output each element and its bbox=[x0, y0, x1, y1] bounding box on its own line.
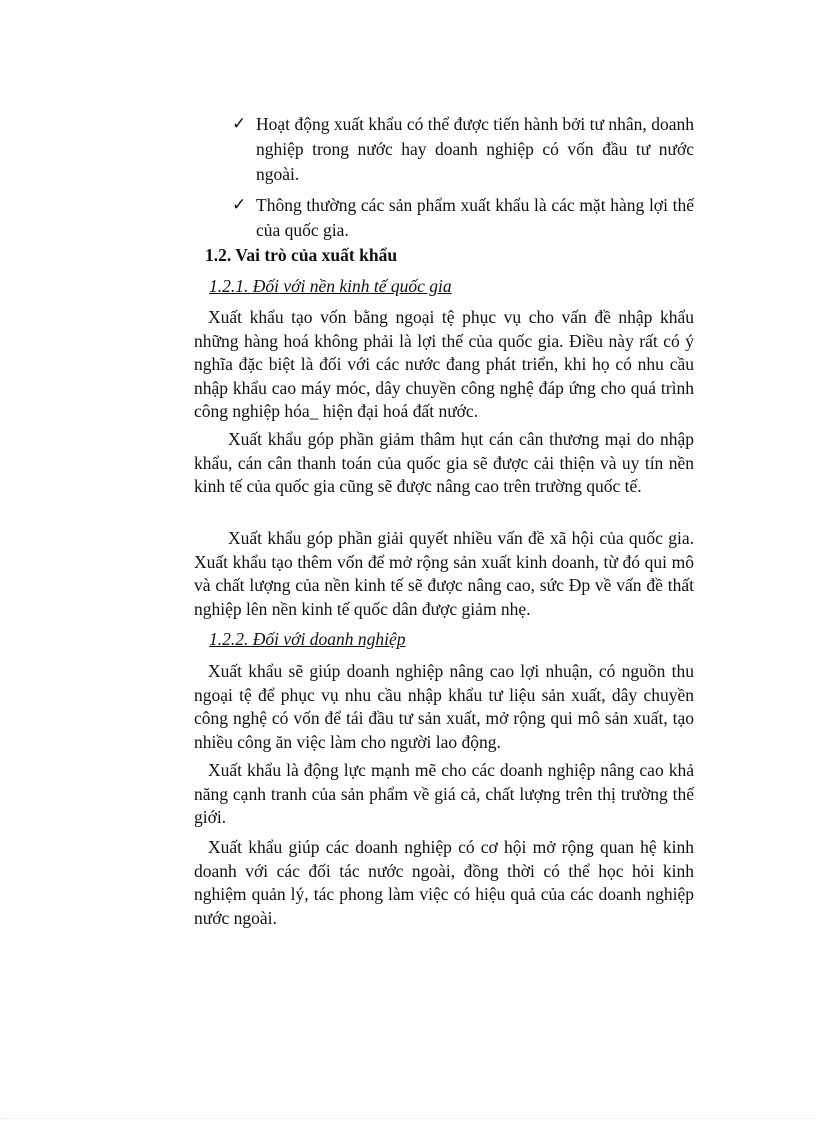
checkmark-icon: ✓ bbox=[232, 114, 247, 134]
paragraph: Xuất khẩu là động lực mạnh mẽ cho các doanh nghiệp nâng cao khả năng cạnh tranh của sản phẩm về giá cả, chất lượng trên thị trường thế giới. bbox=[194, 760, 694, 828]
subsection-heading: 1.2.1. Đối với nền kinh tế quốc gia bbox=[209, 276, 452, 296]
paragraph: Xuất khẩu giúp các doanh nghiệp có cơ hội mở rộng quan hệ kinh doanh với các đối tác nước ngoài, đồng thời có thể học hỏi kinh nghiệm quản lý, tác phong làm việc có hiệu quả của các doanh nghiệp nước ngoài. bbox=[194, 837, 694, 928]
page-bottom-border bbox=[0, 1118, 816, 1119]
paragraph: Xuất khẩu góp phần giảm thâm hụt cán cân thương mại do nhập khẩu, cán cân thanh toán của quốc gia sẽ được cải thiện và uy tín nền kinh tế của quốc gia cũng sẽ được nâng cao trên trường quốc tế. bbox=[194, 429, 694, 497]
paragraph: Xuất khẩu sẽ giúp doanh nghiệp nâng cao lợi nhuận, có nguồn thu ngoại tệ để phục vụ nhu cầu nhập khẩu tư liệu sản xuất, dây chuyền công nghệ có vốn để tái đầu tư sản xuất, mở rộng qui mô sản xuất, tạo nhiều công ăn việc làm cho người lao động. bbox=[194, 661, 694, 752]
subsection-heading: 1.2.2. Đối với doanh nghiệp bbox=[209, 629, 406, 649]
bullet-text: Thông thường các sản phẩm xuất khẩu là các mặt hàng lợi thế của quốc gia. bbox=[256, 195, 694, 240]
paragraph: Xuất khẩu tạo vốn bằng ngoại tệ phục vụ cho vấn đề nhập khẩu những hàng hoá không phải là lợi thế của quốc gia. Điều này rất có ý nghĩa đặc biệt là đối với các nước đang phát triển, khi họ có nhu cầu nhập khẩu cao máy móc, dây chuyền công nghệ đáp ứng cho quá trình công nghiệp hóa_ hiện đại hoá đất nước. bbox=[194, 307, 694, 422]
bullet-list bbox=[232, 112, 694, 249]
bullet-item bbox=[232, 193, 694, 243]
bullet-item bbox=[232, 112, 694, 187]
section-heading: 1.2. Vai trò của xuất khẩu bbox=[205, 245, 398, 265]
checkmark-icon: ✓ bbox=[232, 195, 247, 215]
bullet-text: Hoạt động xuất khẩu có thể được tiến hành bởi tư nhân, doanh nghiệp trong nước hay doanh nghiệp có vốn đầu tư nước ngoài. bbox=[256, 114, 694, 184]
paragraph: Xuất khẩu góp phần giải quyết nhiều vấn đề xã hội của quốc gia. Xuất khẩu tạo thêm vốn để mở rộng sản xuất kinh doanh, từ đó qui mô và chất lượng của nền kinh tế sẽ được nâng cao, sức Ðp về vấn đề thất nghiệp lên nền kinh tế quốc dân được giảm nhẹ. bbox=[194, 528, 694, 619]
